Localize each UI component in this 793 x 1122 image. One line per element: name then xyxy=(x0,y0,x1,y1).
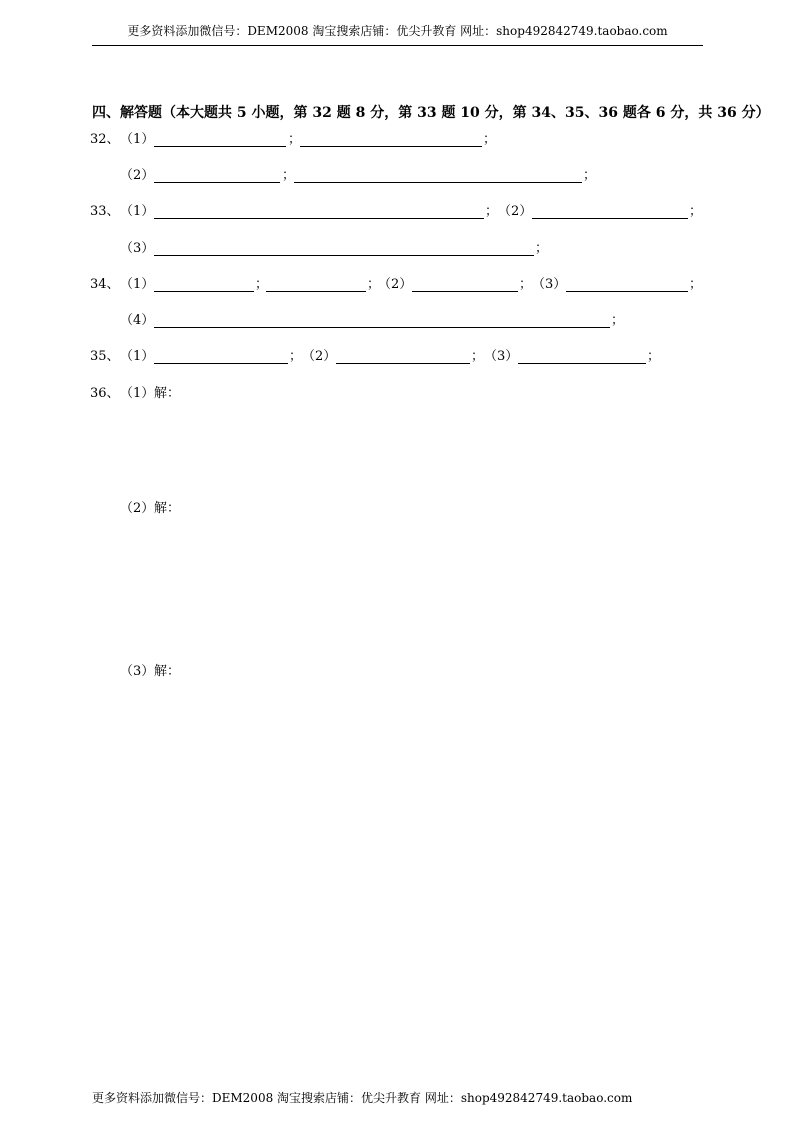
separator: ； xyxy=(689,277,703,292)
separator: ； xyxy=(519,277,533,292)
answer-blank[interactable] xyxy=(566,277,688,292)
answer-blank[interactable] xyxy=(154,132,286,147)
separator: ； xyxy=(282,168,296,183)
q34-row-2 xyxy=(90,313,710,333)
answer-blank[interactable] xyxy=(154,349,288,364)
q36-part-3 xyxy=(90,664,390,684)
section-title: 四、解答题（本大题共 5 小题，第 32 题 8 分，第 33 题 10 分，第 34、35、36 题各 6 分，共 36 分） xyxy=(92,105,770,121)
answer-blank[interactable] xyxy=(154,168,280,183)
separator: ； xyxy=(485,204,499,219)
answer-blank[interactable] xyxy=(532,204,688,219)
separator: ； xyxy=(535,241,549,256)
answer-blank[interactable] xyxy=(518,349,646,364)
separator: ； xyxy=(611,313,625,328)
part-label: （2） xyxy=(498,204,533,219)
q36-part-1 xyxy=(90,386,390,406)
separator: ； xyxy=(367,277,381,292)
answer-blank[interactable] xyxy=(154,204,484,219)
separator: ； xyxy=(289,349,303,364)
separator: ； xyxy=(471,349,485,364)
part-label: （4） xyxy=(120,313,155,328)
question-number: 36、 xyxy=(90,386,120,401)
part-label: （3） xyxy=(120,241,155,256)
part-label: （1） xyxy=(120,386,155,401)
question-number: 35、 xyxy=(90,349,120,364)
question-number: 34、 xyxy=(90,277,120,292)
answer-blank[interactable] xyxy=(336,349,470,364)
part-label: （2） xyxy=(302,349,337,364)
solve-label: 解： xyxy=(154,386,181,401)
q33-row-2 xyxy=(90,241,710,261)
part-label: （3） xyxy=(120,664,155,679)
part-label: （1） xyxy=(120,349,155,364)
q34-row-1 xyxy=(90,277,710,297)
answer-blank[interactable] xyxy=(412,277,518,292)
q36-part-2 xyxy=(90,501,390,521)
part-label: （1） xyxy=(120,277,155,292)
answer-blank[interactable] xyxy=(154,277,254,292)
separator: ； xyxy=(583,168,597,183)
q32-row-2 xyxy=(90,168,710,188)
part-label: （2） xyxy=(378,277,413,292)
q33-row-1 xyxy=(90,204,710,224)
part-label: （3） xyxy=(484,349,519,364)
question-number: 33、 xyxy=(90,204,120,219)
part-label: （1） xyxy=(120,132,155,147)
question-number: 32、 xyxy=(90,132,120,147)
part-label: （2） xyxy=(120,168,155,183)
page-header: 更多资料添加微信号：DEM2008 淘宝搜索店铺：优尖升教育 网址：shop492842749.taobao.com xyxy=(92,22,703,46)
part-label: （3） xyxy=(532,277,567,292)
q35-row xyxy=(90,349,710,369)
solve-label: 解： xyxy=(154,501,181,516)
separator: ； xyxy=(288,132,302,147)
answer-blank[interactable] xyxy=(154,241,534,256)
part-label: （1） xyxy=(120,204,155,219)
separator: ； xyxy=(689,204,703,219)
part-label: （2） xyxy=(120,501,155,516)
answer-blank[interactable] xyxy=(300,132,482,147)
separator: ； xyxy=(255,277,269,292)
page-footer: 更多资料添加微信号：DEM2008 淘宝搜索店铺：优尖升教育 网址：shop492842749.taobao.com xyxy=(92,1091,633,1105)
separator: ； xyxy=(647,349,661,364)
q32-row-1 xyxy=(90,132,710,152)
answer-blank[interactable] xyxy=(294,168,582,183)
separator: ； xyxy=(483,132,497,147)
answer-blank[interactable] xyxy=(266,277,366,292)
answer-blank[interactable] xyxy=(154,313,610,328)
solve-label: 解： xyxy=(154,664,181,679)
